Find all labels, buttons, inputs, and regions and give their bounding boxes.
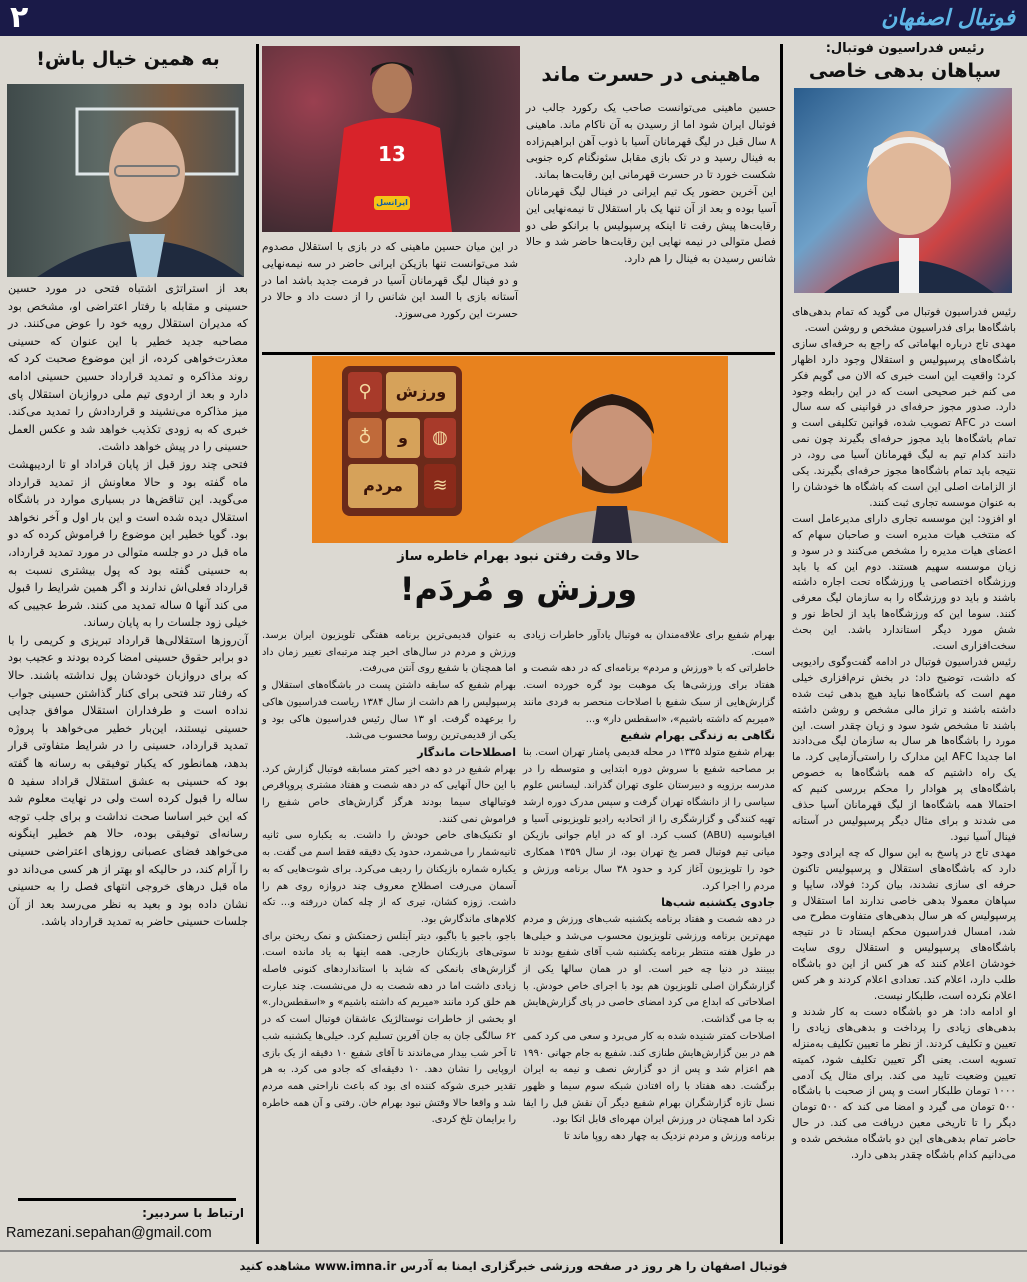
shirt-sponsor: ایرانسل (376, 198, 408, 207)
newspaper-logo: فوتبال اصفهان (881, 5, 1015, 31)
article-photo-varzesh-va-mardom (312, 356, 728, 543)
presenter-illustration (312, 356, 728, 543)
shirt-number: 13 (378, 142, 406, 166)
page-number: ۲ (10, 0, 29, 35)
article-headline: ماهینی در حسرت ماند (541, 62, 761, 86)
section-heading: نگاهی به زندگی بهرام شفیع (620, 729, 775, 743)
kettlebell-icon: ♁ (348, 418, 382, 458)
paragraph: در این میان حسین ماهینی که در بازی با استقلال مصدوم شد می‌توانست تنها بازیکن ایرانی حاضر در سه نیمه‌نهایی و دو فینال لیگ قهرمانان آسیا در فرمت جدید باشد اما در آستانه بازی با السد این شانس را از دست داد و حالا در حسرت این رکورد می‌سوزد. (262, 241, 518, 321)
paragraph: رئیس فدراسیون فوتبال می گوید که تمام بدهی‌های باشگاه‌ها برای فدراسیون مشخص و روشن است. (792, 306, 1016, 334)
paragraph: به عنوان قدیمی‌ترین برنامه هفتگی تلویزیون ایران برسد. ورزش و مردم در سال‌های اخیر چند مرتبه‌ای تغییر زمان داد اما همچنان با شفیع روی آنتن می‌رفت. (262, 630, 516, 675)
swimming-icon: ≋ (424, 464, 456, 508)
section-heading: جادوی یکشنبه شب‌ها (661, 896, 775, 910)
left-article (6, 42, 250, 76)
article-headline: به همین خیال باش! (36, 48, 220, 70)
mahini-body-left (262, 239, 518, 323)
article-photo-federation-president (794, 88, 1012, 293)
editor-contact (6, 1204, 244, 1244)
paragraph: مهدی تاج در پاسخ به این سوال که چه ایرادی وجود دارد که باشگاه‌های استقلال و پرسپولیس تاکنون حرفه ای سازی نشدند، بیان کرد: فولاد، سایپا و سپاهان معمولا بدهی خاصی ندارند اما استقلال و پرسپولیس که هر سال بدهی‌های متفاوت مطرح می شد، امسال فدراسیون محکم ایستاد تا در نتیجه باشگاه‌های پرسپولیس و استقلال روی سایت خودشان اعلام کنند که هر کس از این دو باشگاه طلب دارد، اعلام کند. تعدادی اعلام کردند و هر کس اعلام نکرده است، طلبکار نیست. (792, 846, 1016, 1002)
logo-tile-word: مردم (348, 464, 418, 508)
section-heading: اصطلاحات ماندگار (417, 745, 516, 759)
portrait-illustration (794, 88, 1012, 293)
footer-note: فوتبال اصفهان را هر روز در صفحه ورزشی خبرگزاری ایمنا به آدرس www.imna.ir مشاهده کنید (0, 1250, 1027, 1282)
varzesh-body-right (523, 628, 775, 1146)
paragraph: بهرام شفیع برای علاقه‌مندان به فوتبال یادآور خاطرات زیادی است. (523, 630, 775, 658)
paragraph: در دهه شصت و هفتاد برنامه یکشنبه شب‌های ورزش و مردم مهم‌ترین برنامه ورزشی تلویزیون محسوب می‌شد و خیلی‌ها در طول هفته منتظر برنامه یکشنبه شب آقای شفیع بودند تا ببینند در دنیا چه خبر است. او در همان سالها یکی از گزارشگران اصلی تلویزیون هم بود با اجرای خاص خودش. با اصلاحاتی که ابداع می کرد امضای خاصی در پای گزارش‌هایش به جا می گذاشت. (523, 913, 775, 1026)
paragraph: فتحی چند روز قبل از پایان قراداد او تا اردیبهشت ماه گفته بود و حالا معاونش از تمدید قرارداد می‌گوید. این تناقض‌ها در بسیاری موارد در باشگاه استقلال دیده شده است و این بار اول و آخر نخواهد بود. گویا خطیر این موضوع را فراموش کرده که دو ماه قبل در دو جلسه متوالی در مورد تمدید قرارداد، به حسینی گفته بود که پول بیشتری نسبت به قرارداد فعلی‌اش ندارند و اگر همین شرایط را قبول می کند آنها ۵ ساله تمدید می کنند. شرط عجیبی که خیلی زود جلسات را به پایان رساند. (8, 457, 248, 630)
varzesh-heading (262, 547, 775, 611)
paragraph: او ادامه داد: هر دو باشگاه دست به کار شدند و بدهی‌های زیادی را پرداخت و بدهی‌های زیادی را تعیین و تکلیف کردند. از نظر ما تعیین تکلیف به‌منزله تسویه است. یعنی اگر تعیین تکلیف شود، کمیته تعیین وضعیت تایید می کند. برای مثال یک آدمی ۱۰۰۰ تومان طلبکار است و پس از صحبت با باشگاه ۵۰۰ تومان می گیرد و امضا می کند که ۵۰۰ تومان دیگر را تا تاریخی معین دریافت می کند. در حال حاضر تمام بدهی‌های این دو باشگاه مشخص شده و می‌دانیم کدام باشگاه چقدر بدهی دارد. (792, 1005, 1016, 1162)
paragraph: او افزود: این موسسه تجاری دارای مدیرعامل است که منتخب هیات مدیره است و صاحبان سهام که اعضای هیات مدیره را مشخص می‌کنند و در سود و زیان موسسه سهیم هستند. دوم این که یا باید ورزشگاه اختصاصی یا ورزشگاه تحت اجاره داشته باشند و باید دو ورزشگاه را به سازمان لیگ معرفی کنند. سوما این که ورزشگاه‌ها باید از لحاظ نور و شش مورد دیگر استاندارد باشد. این بحث سخت‌افزاری است. (792, 512, 1016, 653)
contact-email[interactable]: Ramezani.sepahan@gmail.com (6, 1225, 212, 1241)
paragraph: باجو، باجیو یا باگیو، دیتر آیتلس زحمتکش و نمک ریختن برای سوتی‌های بازیکنان خارجی. همه اینها به یاد مانده است. گزارش‌های بانمکی که شاید با استانداردهای کنونی فاصله زیادی داشت اما در دهه شصت به دل می‌نشست. چند عبارت هم خلق کرد مانند «میریم که داشته باشیم» و «اسقطس‌دار.» او بخشی از خاطرات نوستالژیک عاشقان فوتبال است که در ۶۲ سالگی جان به جان آفرین تسلیم کرد. خیلی‌ها یکشنبه شب تا آخر شب بیدار می‌ماندند تا آقای شفیع ۱۰ دقیقه از یک بازی اروپایی را نشان دهد. ۱۰ دقیقه‌ای که جادو می کرد. به هر تقدیر خبری شوکه کننده ای بود که باعث ناراحتی همه مردم شد و واقعا حالا وقتش نبود بهرام خان. رفتی و آن همه خاطره را برایمان تلخ کردی. (262, 930, 516, 1126)
column-divider (256, 44, 259, 1244)
logo-tile-word: و (386, 418, 420, 458)
bicycle-icon: ⚲ (348, 372, 382, 412)
volleyball-icon: ◍ (424, 418, 456, 458)
paragraph: بهرام شفیع متولد ۱۳۳۵ در محله قدیمی پامنار تهران است. بنا بر مصاحبه شفیع با سروش دوره ابتدایی و متوسطه را در مدرسه برزویه و دبیرستان علوی تهران گذراند. لیسانس علوم سیاسی را از دانشگاه تهران گرفت و سپس مدرک دوره ارشد تهیه کنندگی و گزارشگری را از اتحادیه رادیو تلویزیونی آسیا و اقیانوسیه (ABU) کسب کرد. او که در ایام جوانی بازیکن میانی تیم فوتبال قصر یخ تهران بود، از سال ۱۳۵۹ همکاری خود را تلویزیون آغاز کرد و حدود ۳۸ سال برنامه ورزش و مردم را اجرا کرد. (523, 746, 776, 892)
article-kicker: رئیس فدراسیون فوتبال: (825, 41, 985, 56)
column-divider (780, 44, 783, 1244)
left-article-body (8, 280, 248, 931)
paragraph: خاطراتی که با «ورزش و مردم» برنامه‌ای که در دهه شصت و هفتاد برای ورزشی‌ها یک موهبت بود گره خورده است. گزارش‌هایی از سبک شفیع با اصلاحات منحصر به فردی مانند «میریم که داشته باشیم»، «اسقطس دار» و... (523, 663, 775, 725)
article-kicker: حالا وقت رفتن نبود بهرام خاطره ساز (397, 549, 640, 564)
paragraph: بهرام شفیع که سابقه داشتن پست در باشگاه‌های استقلال و پرسپولیس را هم داشت از سال ۱۳۸۴ ریاست فدراسیون هاکی را برعهده گرفت. او ۱۳ سال رئیس فدراسیون هاکی بود و یکی از قدیمی‌ترین روسا محسوب می‌شد. (262, 680, 516, 742)
paragraph: مهدی تاج درباره ابهاماتی که راجع به حرفه‌ای سازی باشگاه‌های پرسپولیس و استقلال وجود دارد اظهار کرد: واقعیت این است خبری که الان می گویم فکر می کنم خبر صحیحی است که در این رابطه وجود دارد. صدور مجوز حرفه‌ای در قوانینی که سه سال است در AFC تصویب شده، قوانین تکلیفی است و تمام باشگاه‌ها باید مجوز حرفه‌ای بگیرند چون نمی دانند کدام تیم به لیگ قهرمانان آسیا می رود، در نتیجه باید تمام باشگاه‌ها مجوز حرفه‌ای بگیرند. یکی از الزامات اصلی این است که باشگاه ها خودشان را به عنوان موسسه تجاری ثبت کنند. (792, 337, 1016, 509)
paragraph: بهرام شفیع در دو دهه اخیر کمتر مسابقه فوتبال گزارش کرد. با این حال آنهایی که در دهه شصت و هفتاد مشتری پروپاقرص فوتبالهای سیما بودند هرگز گزارش‌های خاص شفیع را فراموش نمی کنند. (262, 763, 516, 825)
portrait-illustration (7, 84, 244, 277)
varzesh-body-left (262, 628, 516, 1129)
paragraph: بعد از استراتژی اشتباه فتحی در مورد حسین حسینی و مقابله با رفتار اعتراضی او، مشخص بود که مدیران استقلال رویه خود را عوض می‌کنند. در مصاحبه جدید خطیر با این عنوان که حسینی معذرت‌خواهی کرده، از این موضوع صحبت کرد که روند مذاکره و تمدید قرارداد حسین حسینی ادامه دارد و بعد از اردوی تیم ملی دروازبان استقلال پای میز مذاکره می‌نشیند و قراردادش را تمدید می‌کند. خبری که به زودی تکذیب خواهد شد و عکس العمل حسینی را در پیش خواهد داشت. (8, 282, 248, 454)
contact-label: ارتباط با سردبیر: (142, 1206, 244, 1220)
paragraph: رئیس فدراسیون فوتبال در ادامه گفت‌وگوی رادیویی که داشت، توضیح داد: در بخش نرم‌افزاری خیلی مهم است که باشگاه‌ها نباید هیچ بدهی ثبت شده داشته باشند و تراز مالی مشخص و روشن داشته باشند تا مشخص شود سود و زیان چقدر است. این مورد را باشگاه‌ها هر سال به سازمان لیگ می‌دادند اما جدیدا AFC این مدارک را راستی‌آزمایی کرد. ما یک راه داشتیم که همه باشگاه‌ها به خصوص باشگاه‌های پر هوادار را محکم بررسی کنیم که احتمالا همه باشگاه‌ها از لیگ قهرمانان آسیا حذف می شدند و برای مثال دیگر پرسپولیس در آستانه فینال آسیا نبود. (792, 655, 1016, 843)
paragraph: اصلاحات کمتر شنیده شده به کار می‌برد و سعی می کرد کمی هم در بین گزارش‌هایش طنازی کند. شفیع به جام جهانی ۱۹۹۰ هم اعزام شد و پس از دو گزارش نصف و نیمه به ایران برگشت. دهه هفتاد با راه افتادن شبکه سوم سیما و ظهور نسل تازه گزارشگران بهرام شفیع دیگر آن نقش قبل را ایفا نکرد اما همچنان در ورزش ایران مهره‌ای قابل اتکا بود. (523, 1030, 775, 1126)
mahini-article (526, 56, 776, 92)
paragraph: حسین ماهینی می‌توانست صاحب یک رکورد جالب در فوتبال ایران شود اما از رسیدن به آن ناکام ماند. ماهینی ۸ سال قبل در لیگ قهرمانان آسیا با ذوب آهن ابراهیم‌زاده به فینال رسید و در تک بازی مقابل سئونگنام کره جنوبی شکست خورد تا در حسرت قهرمانی این رقابت‌ها بماند. (526, 102, 776, 182)
article-headline: ورزش و مُردَم! (399, 570, 638, 608)
section-divider (18, 1198, 236, 1201)
paragraph: او تکنیک‌های خاص خودش را داشت. به یکباره سی ثانیه ثانیه‌شمار را می‌شمرد، حدود یک دقیقه فقط اسم می گفت. به یکباره شماره بازیکنان را ردیف می‌کرد. برای شوت‌هایی که به آسمان می‌رفت اصطلاح معروف چند دروازه روی هم را داشت. زوزه کشان، تیری که از چله کمان دررفته و... تکه کلام‌های ماندگارش بود. (262, 830, 516, 925)
masthead (0, 0, 1027, 36)
right-article-body (792, 305, 1016, 1164)
paragraph: آن‌روزها استقلالی‌ها قرارداد تبریزی و کریمی را با دو برابر حقوق حسینی امضا کرده بودند و عجیب بود که برای دروازبان خودشان پول نداشته باشند. حالا که رفتار تند فتحی برای کنار گذاشتن حسینی جواب نداده است و طرفداران استقلال موافق جدایی حسینی نیستند، این‌بار خطیر می‌خواهد با پروژه تمدید قرارداد، حسینی را در شرایط متفاوتی قرار بدهد، همانطور که یکبار توفیقی به رسانه ها گفته بود که حسینی به عشق استقلال قراداد سفید ۵ ساله را قبول کرده است ولی در نهایت معلوم شد که این خبر اساسا صحت نداشت و برای جلب توجه رسانه‌ای توفیقی بوده، حالا هم خطیر اینگونه می‌خواهد فضای عصبانی روزهای اعتراضی حسینی را آرام کند، در حالیکه او بهتر از هر کسی می‌داند دو ماه قبل درهای خروجی انتهای فصل را به حسینی نشان داده بود و بعید به نظر می‌رسد بعد از آن جلسات حسینی حاضر به تمدید قرارداد باشد. (8, 633, 248, 929)
paragraph: برنامه ورزش و مردم نزدیک به چهار دهه روپا ماند تا (563, 1131, 775, 1143)
article-photo-columnist (7, 84, 244, 277)
article-headline: سپاهان بدهی خاصی (808, 60, 1002, 82)
article-photo-mahini (262, 46, 520, 232)
logo-tile-word: ورزش (386, 372, 456, 412)
paragraph: این آخرین حضور یک تیم ایرانی در فینال لیگ قهرمانان آسیا بوده و بعد از آن تنها یک بار استقلال تا نیمه‌نهایی این رقابت‌ها پیش رفت تا اینکه پرسپولیس با برانکو طی دو فصل متوالی در نیمه نهایی این رقابت‌ها حاضر شد و حالا شانس رسیدن به فینال را هم دارد. (526, 185, 776, 266)
mahini-body-right (526, 100, 776, 268)
section-divider (262, 352, 775, 355)
